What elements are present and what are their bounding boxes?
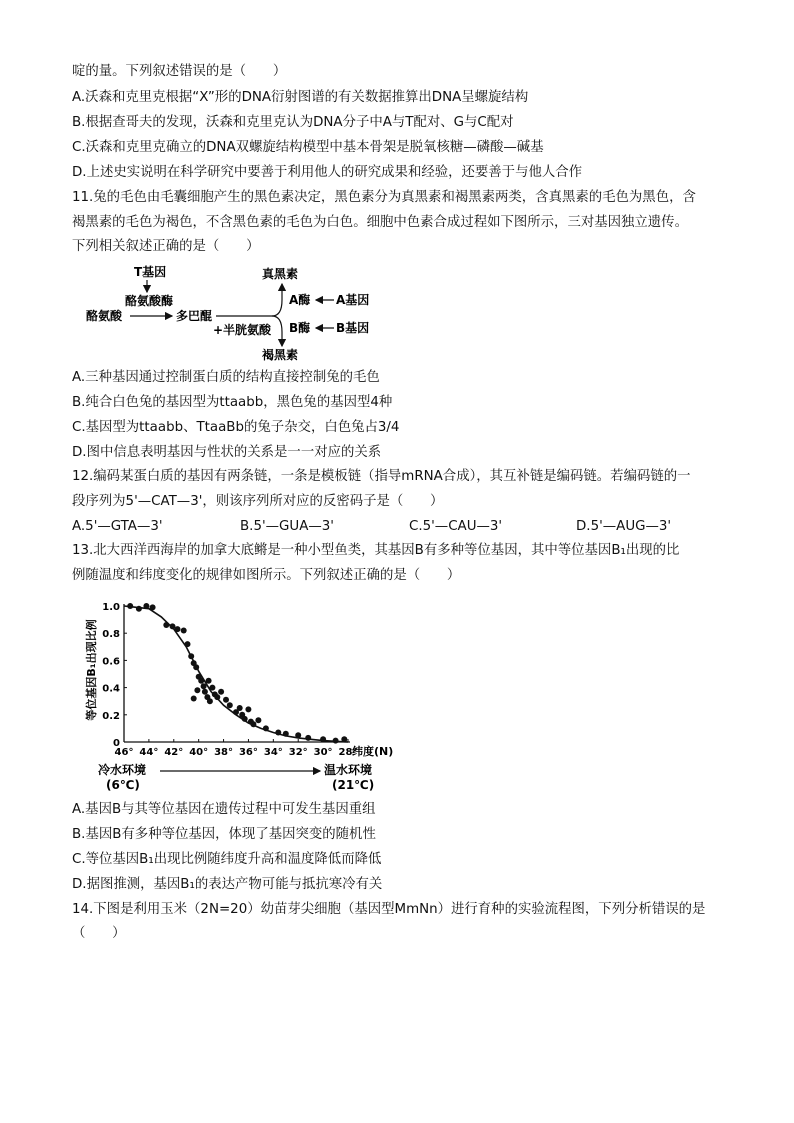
t-gene-label: T基因	[134, 265, 167, 279]
cold-temp-label: (6℃)	[106, 778, 140, 792]
q11-option-b: B.纯合白色兔的基因型为ttaabb，黑色兔的基因型4种	[72, 395, 393, 410]
q12-stem-1: 12.编码某蛋白质的基因有两条链，一条是模板链（指导mRNA合成），其互补链是编码链。若编码链的一	[72, 469, 691, 484]
y-axis-title	[84, 619, 98, 720]
data-point	[150, 604, 156, 610]
data-point	[136, 606, 142, 612]
a-gene-label: A基因	[336, 293, 370, 307]
y-tick-label: 0	[113, 738, 120, 749]
data-point	[333, 738, 339, 744]
q11-option-c: C.基因型为ttaabb、TtaaBb的兔子杂交，白色兔占3/4	[72, 420, 400, 435]
q11-stem-1: 11.兔的毛色由毛囊细胞产生的黑色素决定，黑色素分为真黑素和褐黑素两类，含真黑素的毛色为黑色，含	[72, 190, 696, 205]
warm-temp-label: (21℃)	[332, 778, 375, 792]
q11-option-a: A.三种基因通过控制蛋白质的结构直接控制兔的毛色	[72, 370, 380, 385]
y-tick-label: 1.0	[102, 602, 120, 613]
latitude-allele-chart	[80, 592, 420, 798]
q11-stem-3: 下列相关叙述正确的是（ ）	[72, 239, 260, 254]
q12-option-c: C.5'—CAU—3'	[409, 519, 503, 534]
data-point	[201, 683, 207, 689]
q13-option-d: D.据图推测，基因B₁的表达产物可能与抵抗寒冷有关	[72, 877, 383, 892]
q10-option-a: A.沃森和克里克根据“X”形的DNA衍射图谱的有关数据推算出DNA呈螺旋结构	[72, 90, 529, 105]
data-point	[237, 705, 243, 711]
data-point	[250, 721, 256, 727]
data-point	[198, 678, 204, 684]
q11-option-d: D.图中信息表明基因与性状的关系是一一对应的关系	[72, 445, 382, 460]
data-point	[143, 603, 149, 609]
q10-option-c: C.沃森和克里克确立的DNA双螺旋结构模型中基本骨架是脱氧核糖—磷酸—碱基	[72, 140, 544, 155]
data-point	[255, 717, 261, 723]
y-tick-label: 0.6	[102, 656, 120, 668]
q14-stem-1: 14.下图是利用玉米（2N=20）幼苗芽尖细胞（基因型MmNn）进行育种的实验流程图，下列分析错误的是	[72, 902, 706, 917]
q10-option-d: D.上述史实说明在科学研究中要善于利用他人的研究成果和经验，还要善于与他人合作	[72, 165, 583, 180]
data-point	[127, 603, 133, 609]
dopaquinone-label: 多巴醌	[176, 309, 213, 323]
q13-option-a: A.基因B与其等位基因在遗传过程中可发生基因重组	[72, 802, 376, 817]
data-point	[202, 689, 208, 695]
data-point	[175, 626, 181, 632]
x-tick-label: 42°	[164, 747, 184, 758]
y-tick-label: 0.8	[102, 629, 120, 641]
fit-curve	[124, 606, 348, 742]
svg-text:等位基因B₁出现比例: 等位基因B₁出现比例	[85, 619, 98, 721]
data-point	[242, 716, 248, 722]
data-point	[218, 689, 224, 695]
b-enzyme-label: B酶	[289, 321, 311, 335]
q14-stem-2: （ ）	[72, 926, 126, 941]
data-point	[185, 641, 191, 647]
b-gene-label: B基因	[336, 321, 370, 335]
x-tick-label: 38°	[214, 747, 234, 758]
q13-stem-2: 例随温度和纬度变化的规律如图所示。下列叙述正确的是（ ）	[72, 568, 461, 583]
data-point	[209, 685, 215, 691]
branch-up	[272, 284, 282, 316]
data-point	[206, 678, 212, 684]
data-point	[214, 694, 220, 700]
data-point	[283, 731, 289, 737]
tyrosine-label: 酪氨酸	[86, 309, 123, 323]
data-point	[188, 653, 194, 659]
q13-option-b: B.基因B有多种等位基因，体现了基因突变的随机性	[72, 827, 376, 842]
q11-stem-2: 褐黑素的毛色为褐色，不含黑色素的毛色为白色。细胞中色素合成过程如下图所示，三对基因独立遗传。	[72, 215, 688, 230]
q12-option-d: D.5'—AUG—3'	[576, 519, 672, 534]
warm-env-label: 温水环境	[324, 763, 373, 777]
x-tick-label: 36°	[238, 747, 258, 758]
data-point	[341, 736, 347, 742]
data-point	[295, 732, 301, 738]
data-point	[245, 706, 251, 712]
x-tick-label: 30°	[313, 747, 333, 758]
x-tick-label: 40°	[189, 747, 209, 758]
data-point	[227, 702, 233, 708]
data-point	[320, 736, 326, 742]
y-tick-label: 0.4	[102, 683, 120, 695]
data-point	[275, 730, 281, 736]
q12-option-b: B.5'—GUA—3'	[240, 519, 334, 534]
cold-env-label: 冷水环境	[98, 763, 147, 777]
q13-option-c: C.等位基因B₁出现比例随纬度升高和温度降低而降低	[72, 852, 382, 867]
pigment-pathway-diagram	[72, 262, 392, 362]
q12-stem-2: 段序列为5'—CAT—3'，则该序列所对应的反密码子是（ ）	[72, 494, 444, 509]
eumelanin-label: 真黑素	[262, 267, 299, 281]
text-line: 啶的量。下列叙述错误的是（ ）	[72, 64, 287, 79]
q10-option-b: B.根据查哥夫的发现，沃森和克里克认为DNA分子中A与T配对、G与C配对	[72, 115, 514, 130]
pheomelanin-label: 褐黑素	[262, 348, 299, 362]
data-point	[193, 664, 199, 670]
data-point	[194, 687, 200, 693]
cysteine-label: +半胱氨酸	[213, 323, 272, 337]
x-tick-label: 44°	[139, 747, 159, 758]
branch-down	[272, 316, 282, 346]
q13-stem-1: 13.北大西洋西海岸的加拿大底鳉是一种小型鱼类，其基因B有多种等位基因，其中等位基因B₁出现的比	[72, 543, 680, 558]
data-point	[191, 696, 197, 702]
data-point	[163, 622, 169, 628]
q12-option-a: A.5'—GTA—3'	[72, 519, 163, 534]
data-point	[207, 698, 213, 704]
x-tick-label: 34°	[263, 747, 283, 758]
a-enzyme-label: A酶	[289, 293, 311, 307]
x-tick-label: 28°	[338, 747, 358, 758]
data-point	[263, 725, 269, 731]
x-tick-label: 46°	[114, 747, 134, 758]
data-point	[223, 697, 229, 703]
x-tick-label: 32°	[288, 747, 308, 758]
data-point	[305, 735, 311, 741]
data-point	[181, 628, 187, 634]
tyrosinase-label: 酪氨酸酶	[125, 294, 174, 308]
x-axis-title: 纬度(N)	[352, 745, 394, 758]
y-tick-label: 0.2	[102, 710, 120, 722]
